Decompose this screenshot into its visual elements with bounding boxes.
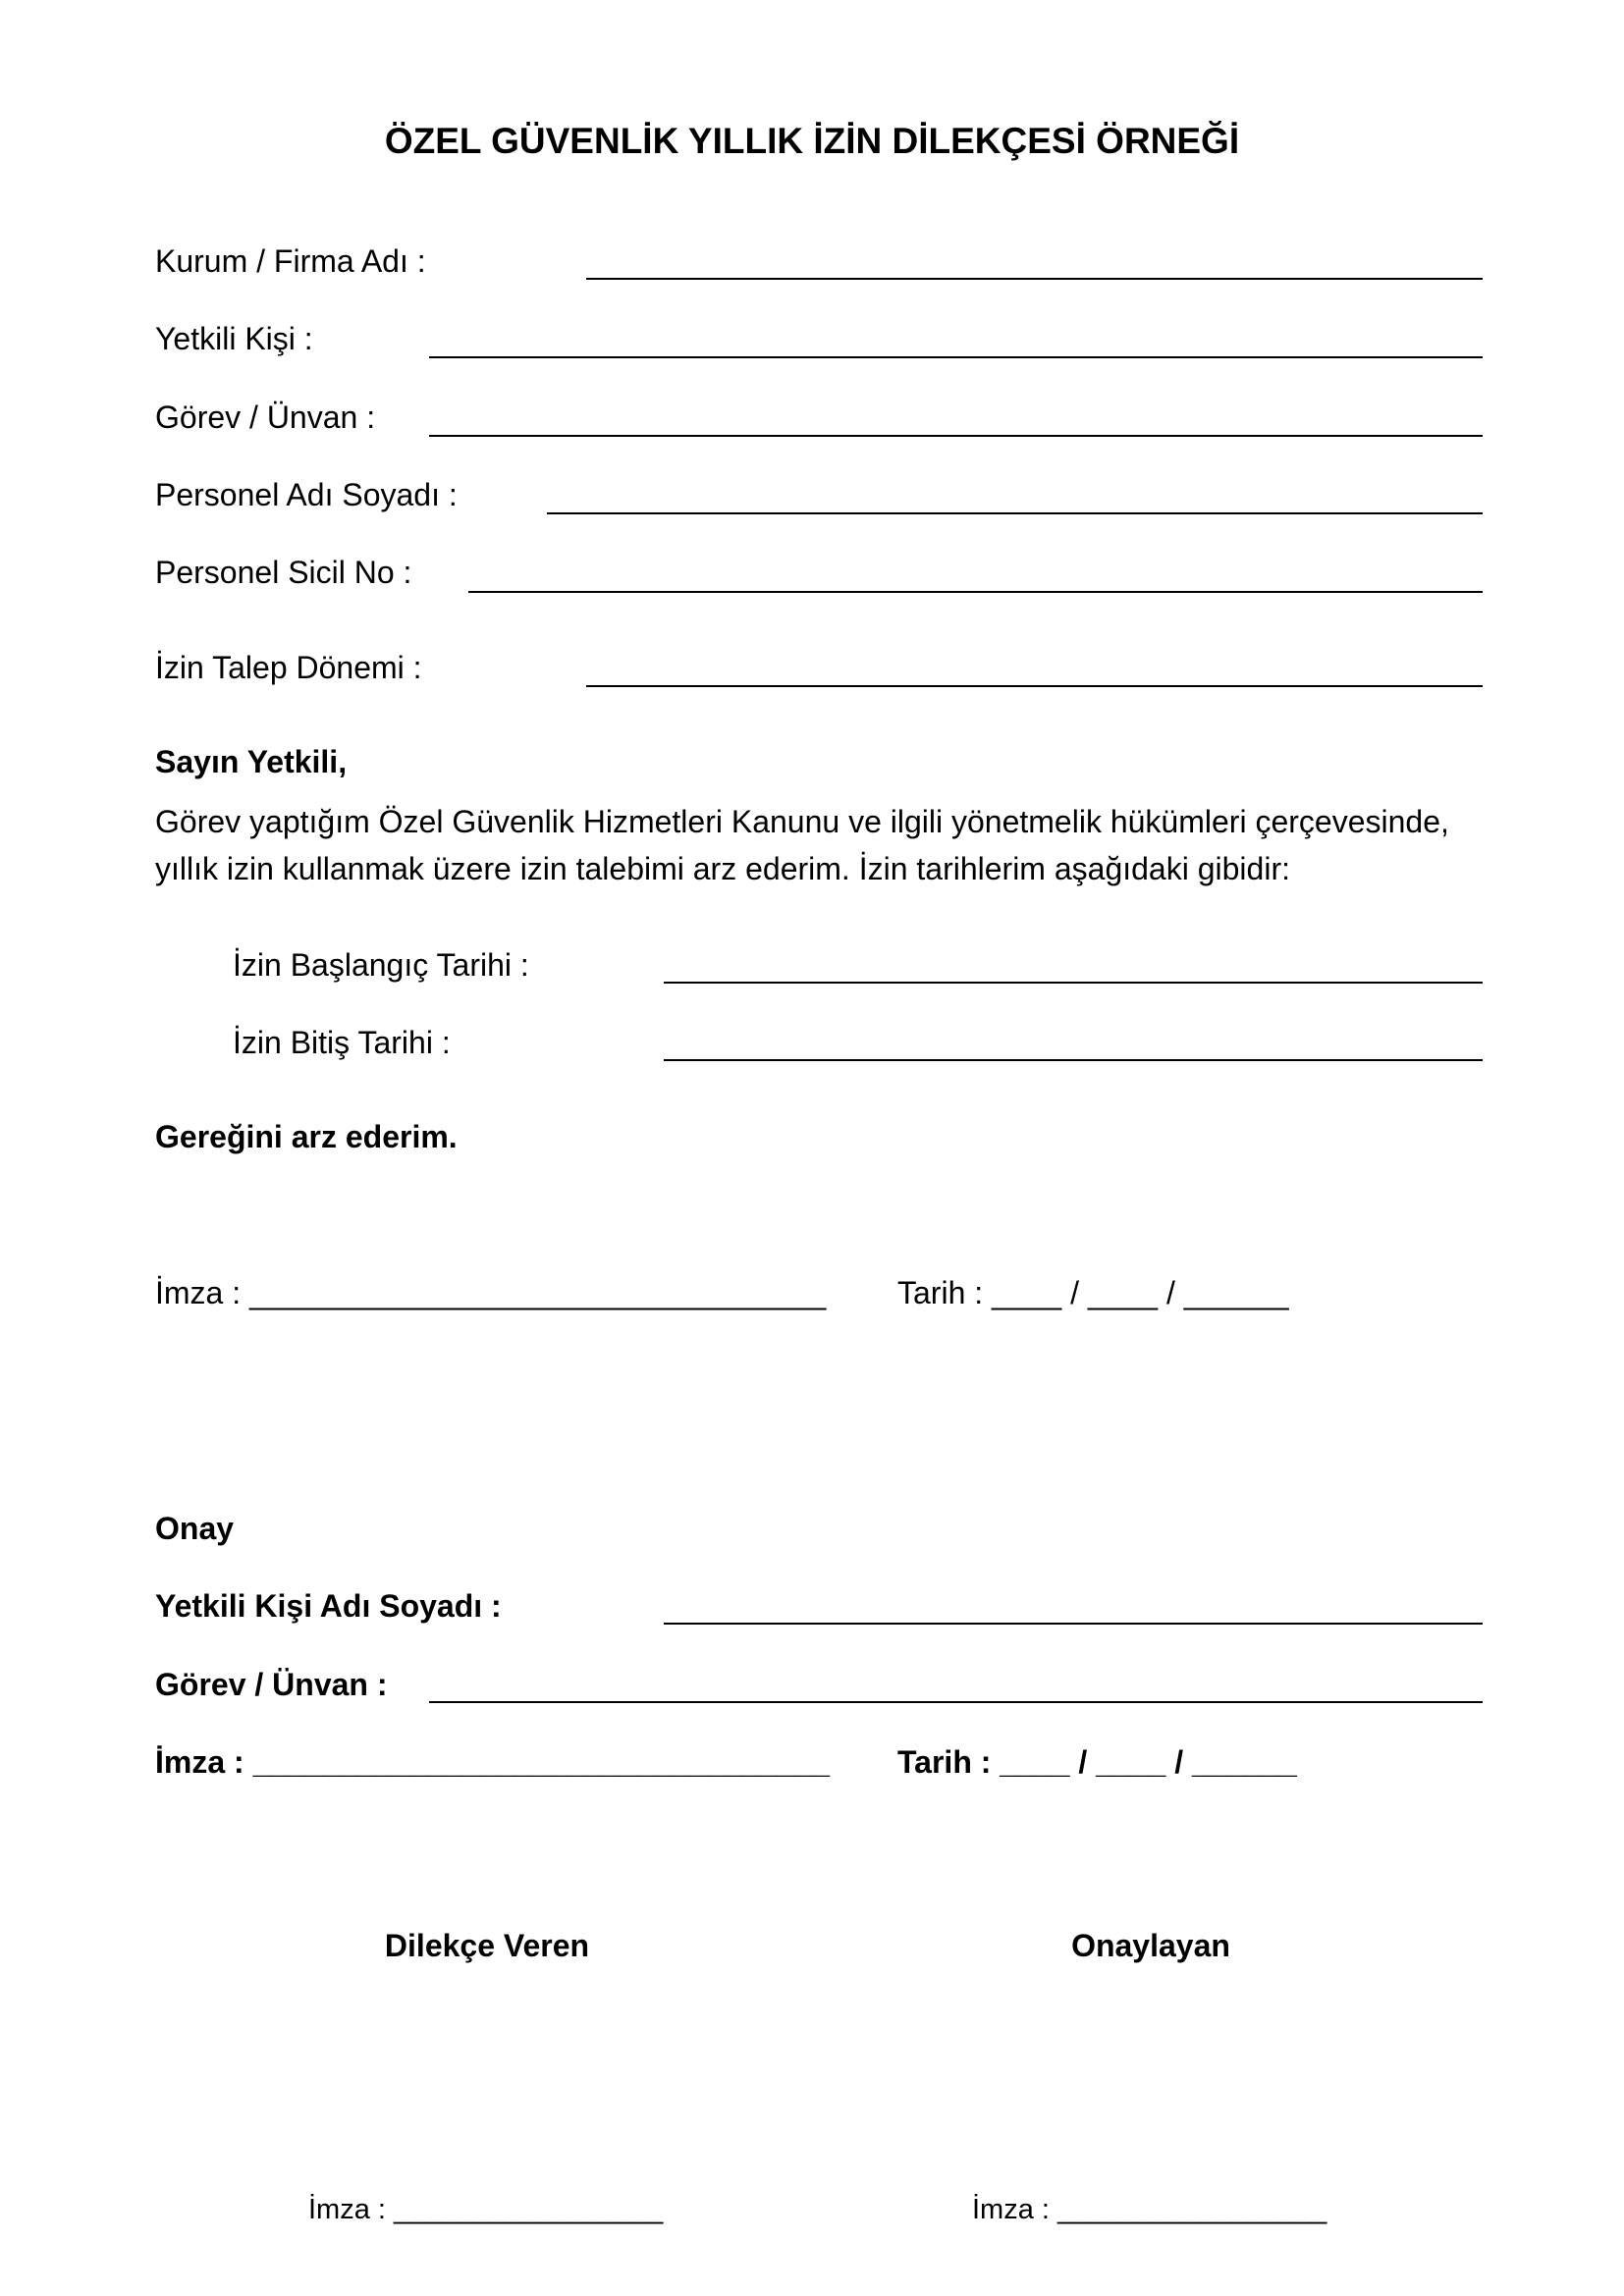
field-line-leave-end[interactable] [664,1059,1483,1061]
field-line-personnel-id[interactable] [468,591,1483,593]
field-label-personnel-name: Personel Adı Soyadı : [155,477,458,512]
field-label-leave-period: İzin Talep Dönemi : [155,650,422,685]
approval-title-line[interactable] [429,1701,1483,1703]
field-line-position[interactable] [429,435,1483,437]
salutation: Sayın Yetkili, [155,744,348,779]
approval-date-line[interactable]: Tarih : ____ / ____ / ______ [897,1744,1297,1780]
field-line-personnel-name[interactable] [547,512,1483,514]
approval-signature-line[interactable]: İmza : _________________________________ [155,1744,830,1780]
field-line-company[interactable] [586,278,1483,280]
field-label-company: Kurum / Firma Adı : [155,243,426,279]
field-line-authorized-person[interactable] [429,356,1483,358]
field-label-leave-start: İzin Başlangıç Tarihi : [233,947,529,983]
field-line-leave-period[interactable] [586,685,1483,687]
closing-text: Gereğini arz ederim. [155,1119,458,1154]
approval-name-line[interactable] [664,1623,1483,1625]
approval-name-label: Yetkili Kişi Adı Soyadı : [155,1588,502,1624]
applicant-date-line[interactable]: Tarih : ____ / ____ / ______ [897,1275,1289,1310]
field-label-authorized-person: Yetkili Kişi : [155,321,313,356]
field-label-personnel-id: Personel Sicil No : [155,555,412,590]
applicant-signature-line[interactable]: İmza : _________________________________ [155,1275,827,1310]
field-label-leave-end: İzin Bitiş Tarihi : [233,1025,451,1060]
body-paragraph: Görev yaptığım Özel Güvenlik Hizmetleri Kanunu ve ilgili yönetmelik hükümleri çerçevesinde, yıllık izin kullanmak üzere izin talebimi arz ederim. İzin tarihlerim aşağıdaki gibidir: [155,804,1449,886]
footer-approver-label: Onaylayan [1071,1928,1230,1963]
footer-applicant-label: Dilekçe Veren [384,1928,590,1963]
document-title: ÖZEL GÜVENLİK YILLIK İZİN DİLEKÇESİ ÖRNEĞİ [384,121,1240,161]
approval-title-label: Görev / Ünvan : [155,1667,388,1702]
footer-approver-signature[interactable]: İmza : _________________ [972,2194,1327,2225]
approval-heading: Onay [155,1511,235,1546]
footer-applicant-signature[interactable]: İmza : _________________ [308,2194,664,2225]
field-line-leave-start[interactable] [664,982,1483,984]
field-label-position: Görev / Ünvan : [155,400,376,435]
